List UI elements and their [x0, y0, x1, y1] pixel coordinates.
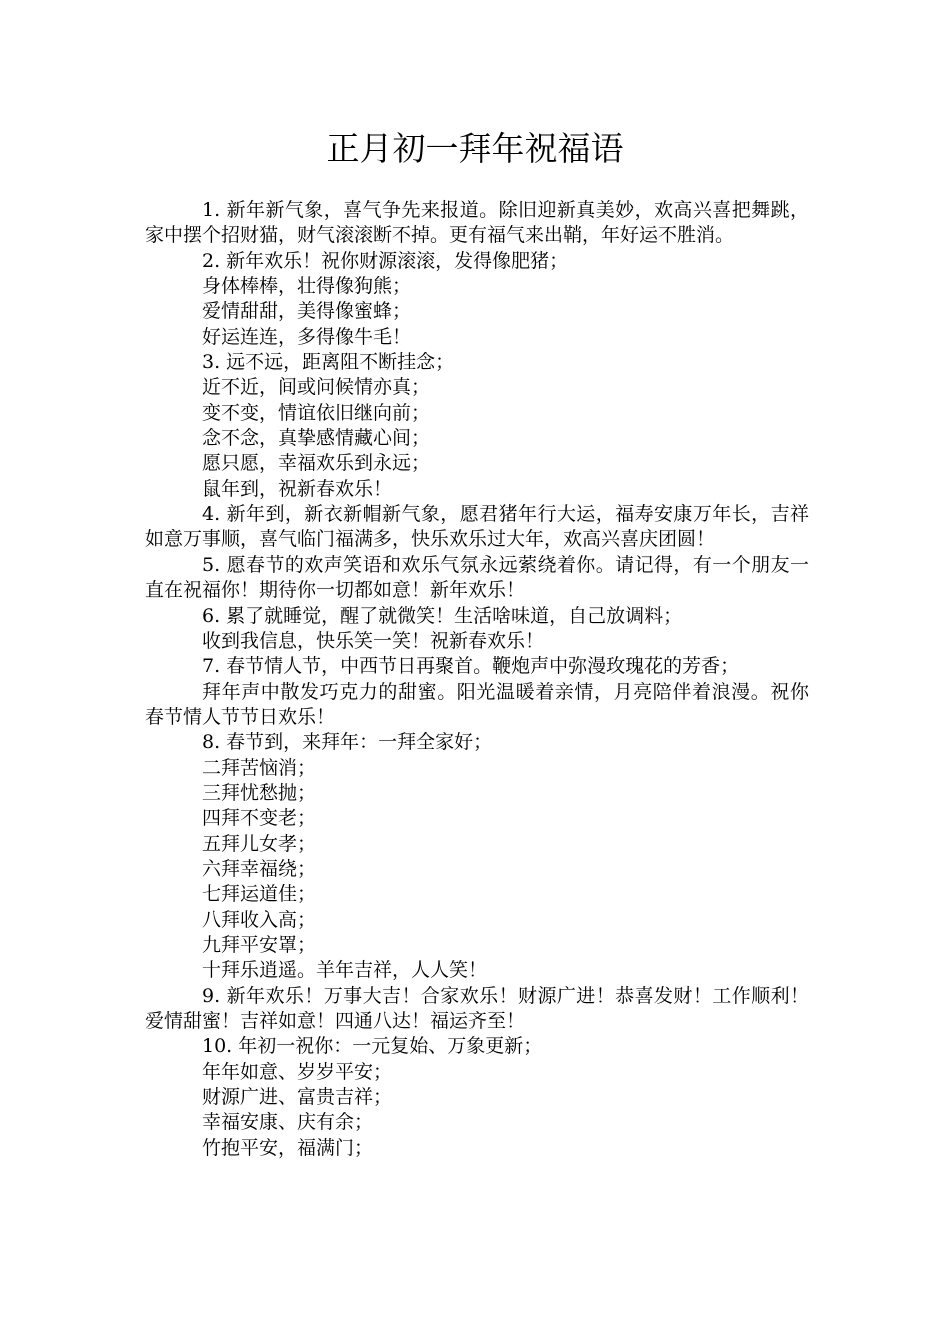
paragraph: 念不念，真挚感情藏心间；	[202, 427, 431, 450]
document-title: 正月初一拜年祝福语	[326, 129, 624, 168]
paragraph: 愿只愿，幸福欢乐到永远；	[202, 452, 431, 475]
paragraph: 二拜苦恼消；	[202, 756, 317, 779]
paragraph: 2. 新年欢乐！祝你财源滚滚，发得像肥猪；	[202, 249, 569, 272]
paragraph: 十拜乐逍遥。羊年吉祥，人人笑！	[202, 959, 488, 982]
paragraph: 7. 春节情人节，中西节日再聚首。鞭炮声中弥漫玫瑰花的芳香；	[202, 655, 740, 678]
paragraph: 近不近，间或问候情亦真；	[202, 376, 431, 399]
paragraph: 5. 愿春节的欢声笑语和欢乐气氛永远萦绕着你。请记得，有一个朋友一直在祝福你！期待你一切都如意！新年欢乐！	[145, 553, 809, 602]
paragraph: 五拜儿女孝；	[202, 832, 317, 855]
paragraph: 九拜平安罩；	[202, 933, 317, 956]
paragraph: 8. 春节到，来拜年：一拜全家好；	[202, 731, 493, 754]
paragraph: 爱情甜甜，美得像蜜蜂；	[202, 300, 412, 323]
paragraph: 八拜收入高；	[202, 908, 317, 931]
paragraph: 收到我信息，快乐笑一笑！祝新春欢乐！	[202, 629, 545, 652]
paragraph: 鼠年到，祝新春欢乐！	[202, 477, 393, 500]
paragraph: 好运连连，多得像牛毛！	[202, 325, 412, 348]
paragraph: 财源广进、富贵吉祥；	[202, 1086, 393, 1109]
paragraph: 变不变，情谊依旧继向前；	[202, 401, 431, 424]
paragraph: 拜年声中散发巧克力的甜蜜。阳光温暖着亲情，月亮陪伴着浪漫。祝你春节情人节节日欢乐！	[145, 680, 809, 728]
paragraph: 4. 新年到，新衣新帽新气象，愿君猪年行大运，福寿安康万年长，吉祥如意万事顺，喜气临门福满多，快乐欢乐过大年，欢高兴喜庆团圆！	[145, 503, 809, 551]
paragraph: 四拜不变老；	[202, 807, 317, 830]
paragraph: 10. 年初一祝你：一元复始、万象更新；	[202, 1035, 543, 1058]
paragraph: 年年如意、岁岁平安；	[202, 1060, 393, 1083]
paragraph: 三拜忧愁抛；	[202, 781, 317, 804]
paragraph: 9. 新年欢乐！万事大吉！合家欢乐！财源广进！恭喜发财！工作顺利！爱情甜蜜！吉祥如意！四通八达！福运齐至！	[145, 984, 809, 1032]
paragraph: 3. 远不远，距离阻不断挂念；	[202, 351, 455, 374]
paragraph: 竹抱平安，福满门；	[202, 1136, 374, 1159]
paragraph: 6. 累了就睡觉，醒了就微笑！生活啥味道，自己放调料；	[202, 604, 683, 627]
paragraph: 1. 新年新气象，喜气争先来报道。除旧迎新真美妙，欢高兴喜把舞跳，家中摆个招财猫，财气滚滚断不掉。更有福气来出鞘，年好运不胜消。	[145, 199, 809, 247]
paragraph: 身体棒棒，壮得像狗熊；	[202, 275, 412, 298]
paragraph: 幸福安康、庆有余；	[202, 1111, 374, 1134]
paragraph: 六拜幸福绕；	[202, 857, 317, 880]
document-body	[145, 198, 809, 1161]
paragraph: 七拜运道佳；	[202, 883, 317, 906]
